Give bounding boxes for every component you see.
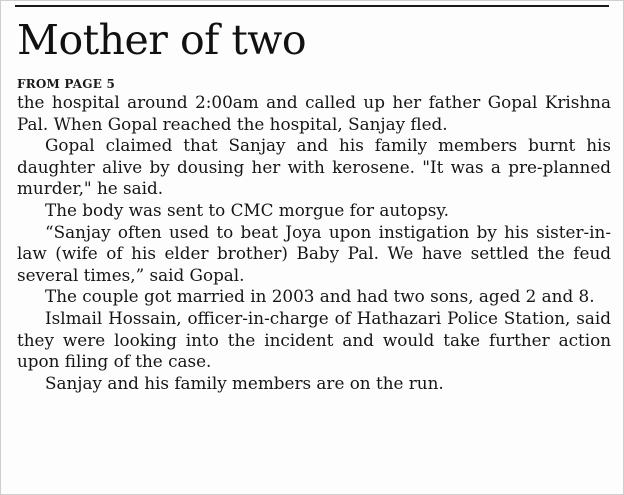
paragraph: Sanjay and his family members are on the run. [45, 372, 444, 393]
paragraph: Gopal claimed that Sanjay and his family members burnt his daughter alive by dousing her with kerosene. "It was a pre-planned murder," he said. [17, 135, 611, 199]
paragraph: the hospital around 2:00am and called up her father Gopal Krishna Pal. When Gopal reached the hospital, Sanjay fled. [17, 92, 611, 134]
continuation-kicker: FROM PAGE 5 [17, 77, 115, 91]
paragraph: The couple got married in 2003 and had two sons, aged 2 and 8. [45, 286, 595, 307]
article-body [17, 92, 611, 394]
headline: Mother of two [17, 16, 307, 64]
paragraph: Islmail Hossain, officer-in-charge of Hathazari Police Station, said they were looking into the incident and would take further action upon filing of the case. [17, 307, 611, 372]
paragraph: “Sanjay often used to beat Joya upon instigation by his sister-in-law (wife of his elder brother) Baby Pal. We have settled the feud several times,” said Gopal. [17, 221, 611, 285]
paragraph: The body was sent to CMC morgue for autopsy. [45, 199, 449, 220]
top-rule [15, 5, 609, 7]
